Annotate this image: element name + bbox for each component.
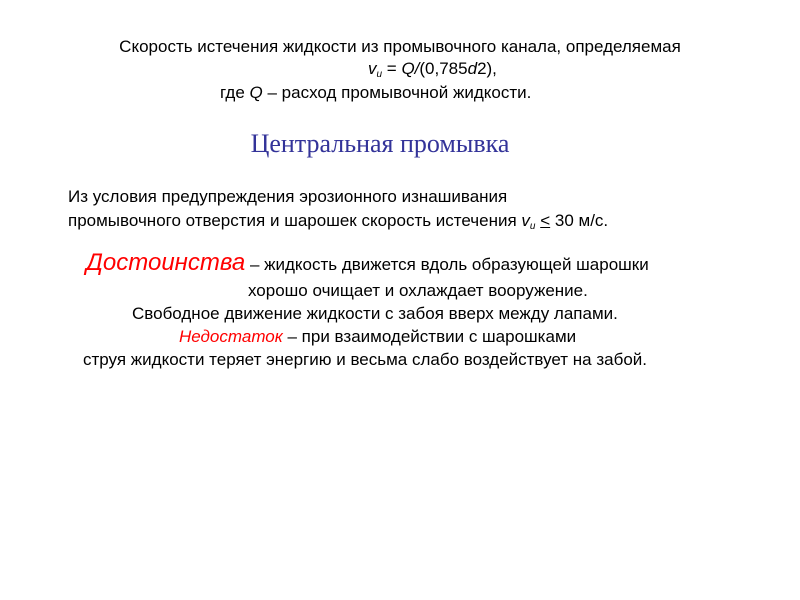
formula-close: 2),	[477, 59, 497, 78]
cons-line1-rest: – при взаимодействии с шарошками	[282, 327, 577, 346]
pros-line1-rest: – жидкость движется вдоль образующей шарошки	[245, 255, 649, 274]
cons-label: Недостаток	[179, 327, 283, 346]
formula-subscript: u	[376, 69, 383, 80]
cons-line-1	[179, 326, 576, 348]
pros-line-3	[132, 303, 618, 325]
formula-v: v	[368, 59, 377, 78]
pros-line-1	[86, 248, 649, 280]
condition-line-1	[68, 186, 507, 208]
intro-text-1: Скорость истечения жидкости из промывочного канала, определяемая	[119, 37, 681, 56]
condition-subscript: u	[529, 221, 536, 232]
cons-text-2: струя жидкости теряет энергию и весьма слабо воздействует на забой.	[83, 350, 648, 369]
condition-v: v	[521, 211, 530, 230]
section-title: Центральная промывка	[250, 129, 510, 158]
intro-formula	[368, 58, 497, 83]
formula-equals: =	[382, 59, 402, 78]
condition-line-2	[68, 210, 608, 235]
intro-line3-rest: – расход промывочной жидкости.	[262, 83, 532, 102]
pros-line-2	[248, 280, 588, 302]
condition-less-than: <	[540, 211, 551, 230]
pros-text-2: хорошо очищает и охлаждает вооружение.	[248, 281, 588, 300]
intro-line3-q: Q	[249, 83, 263, 102]
cons-line-2	[83, 349, 647, 371]
intro-line3-prefix: где	[220, 83, 250, 102]
intro-line-3	[220, 82, 531, 104]
pros-text-3: Свободное движение жидкости с забоя вверх между лапами.	[132, 304, 618, 323]
formula-d: d	[467, 59, 478, 78]
condition-line2-prefix: промывочного отверстия и шарошек скорость истечения	[68, 211, 522, 230]
condition-line2-rest: 30 м/с.	[550, 211, 609, 230]
intro-line-1	[0, 36, 800, 58]
formula-open: (0,785	[419, 59, 468, 78]
condition-text-1: Из условия предупреждения эрозионного изнашивания	[68, 187, 508, 206]
formula-q: Q/	[401, 59, 420, 78]
pros-label: Достоинства	[86, 249, 246, 276]
